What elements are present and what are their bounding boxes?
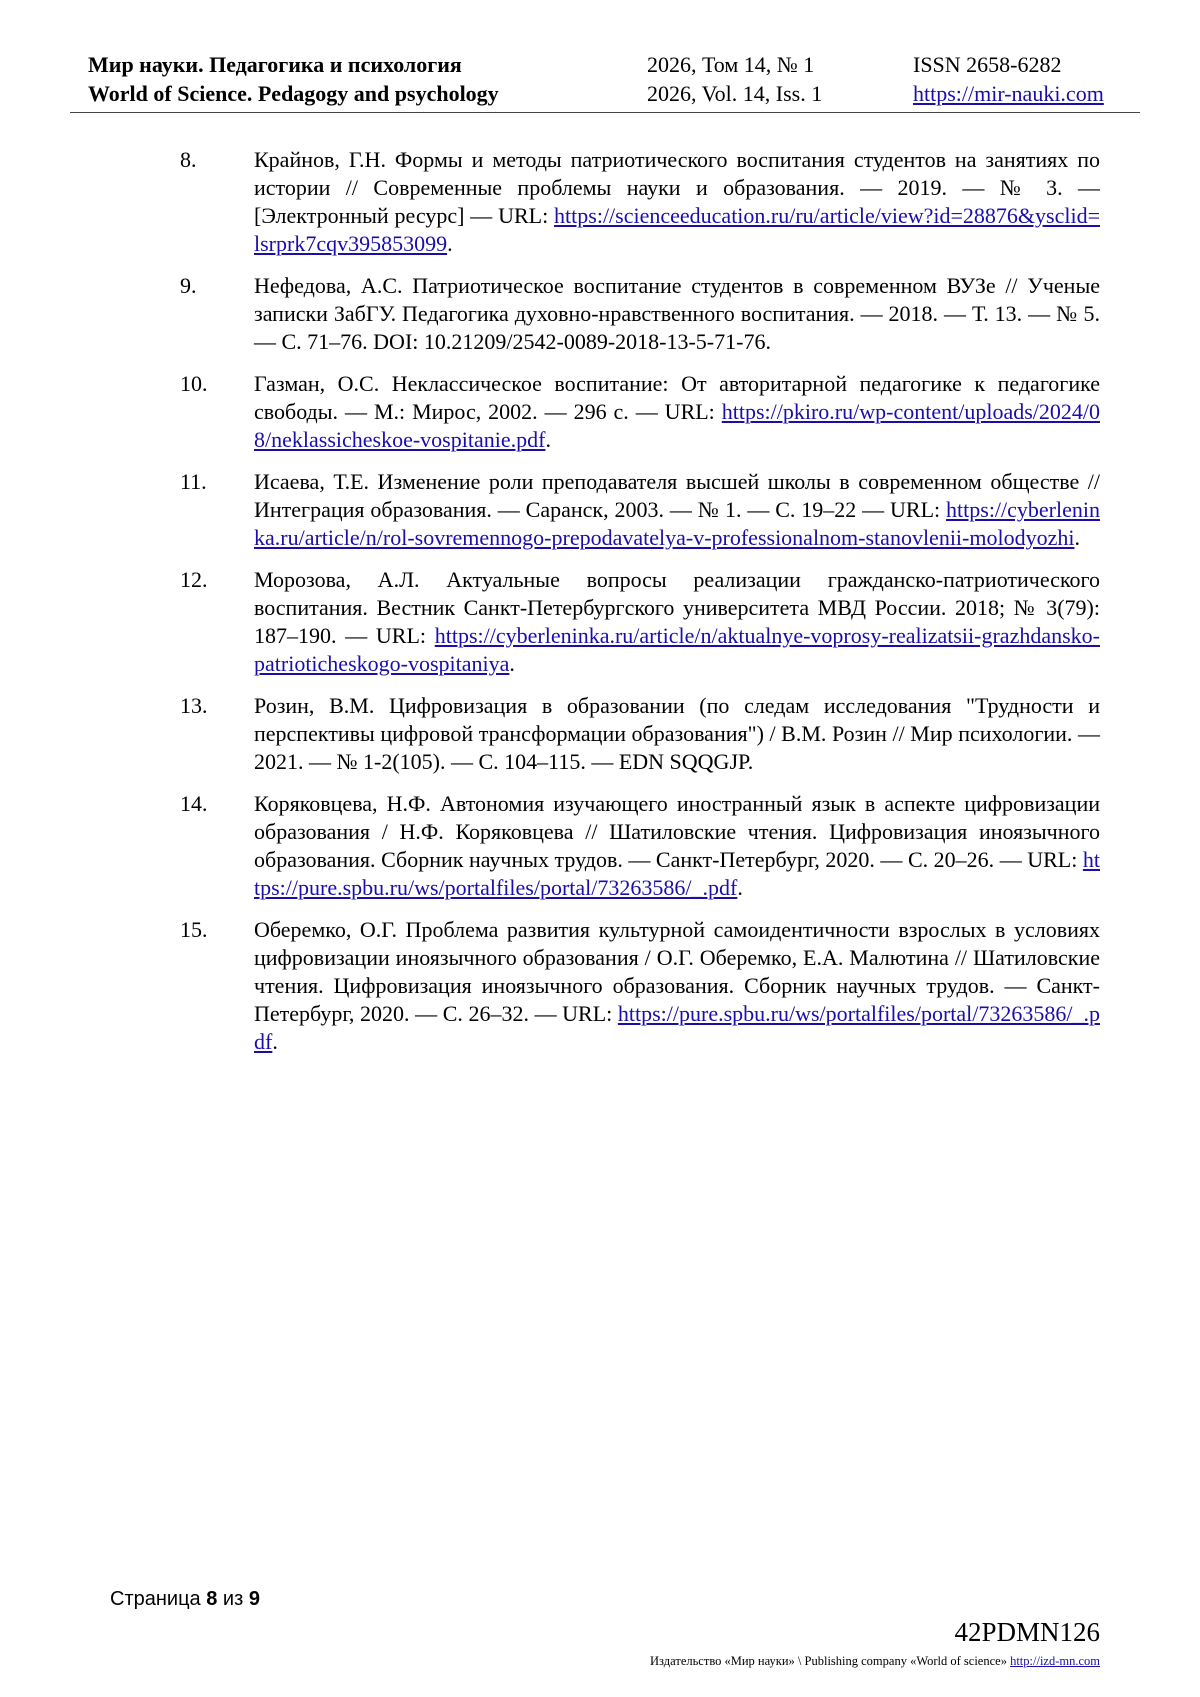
issue-info <box>647 50 822 108</box>
reference-citation: Нефедова, А.С. Патриотическое воспитание студентов в современном ВУЗе // Ученые записки ЗабГУ. Педагогика духовно-нравственного воспитания. — 2018. — Т. 13. — № 5. — С. 71–76. DOI: 10.21209/2542-0089-2018-13-5-71-76. <box>254 273 1100 354</box>
reference-number: 13. <box>180 693 208 718</box>
issue-en: 2026, Vol. 14, Iss. 1 <box>647 81 823 106</box>
page-of: из <box>222 1588 244 1610</box>
reference-text <box>254 916 1100 1056</box>
reference-citation: Коряковцева, Н.Ф. Автономия изучающего иностранный язык в аспекте цифровизации образования / Н.Ф. Коряковцева // Шатиловские чтения. Цифровизация иноязычного образования. Сборник научных трудов. — Санкт-Петербург, 2020. — С. 20–26. — URL: <box>254 791 1100 872</box>
reference-item <box>180 146 1100 258</box>
reference-punctuation: . <box>272 1029 278 1054</box>
reference-url-link[interactable]: https://cyberleninka.ru/article/n/aktualnye-voprosy-realizatsii-grazhdansko-patrioticheskogo-vospitaniya <box>254 623 1100 676</box>
page-label: Страница <box>110 1588 201 1610</box>
issn: ISSN 2658-6282 <box>913 52 1062 77</box>
reference-text <box>254 272 1100 356</box>
reference-url-link[interactable]: https://pure.spbu.ru/ws/portalfiles/portal/73263586/_.pdf <box>254 847 1100 900</box>
reference-punctuation: . <box>737 875 743 900</box>
page-current: 8 <box>206 1588 218 1610</box>
reference-item <box>180 370 1100 454</box>
reference-citation: Оберемко, О.Г. Проблема развития культурной самоидентичности взрослых в условиях цифровизации иноязычного образования / О.Г. Оберемко, Е.А. Малютина // Шатиловские чтения. Цифровизация иноязычного образования. Сборник научных трудов. — Санкт-Петербург, 2020. — С. 26–32. — URL: <box>254 917 1100 1026</box>
reference-text <box>254 692 1100 776</box>
journal-site-link[interactable]: https://mir-nauki.com <box>913 81 1104 106</box>
reference-text <box>254 146 1100 258</box>
reference-text <box>254 370 1100 454</box>
reference-item <box>180 916 1100 1056</box>
reference-citation: Исаева, Т.Е. Изменение роли преподавателя высшей школы в современном обществе // Интеграция образования. — Саранск, 2003. — № 1. — С. 19–22 — URL: <box>254 469 1100 522</box>
reference-item <box>180 790 1100 902</box>
reference-citation: Крайнов, Г.Н. Формы и методы патриотического воспитания студентов на занятиях по истории // Современные проблемы науки и образования. — 2019. — № 3. — [Электронный ресурс] — URL: <box>254 147 1100 228</box>
reference-citation: Розин, В.М. Цифровизация в образовании (по следам исследования "Трудности и перспективы цифровой трансформации образования") / В.М. Розин // Мир психологии. — 2021. — № 1-2(105). — С. 104–115. — EDN SQQGJP. <box>254 693 1100 774</box>
reference-item <box>180 566 1100 678</box>
reference-url-link[interactable]: https://cyberleninka.ru/article/n/rol-sovremennogo-prepodavatelya-v-professionalnom-stanovlenii-molodyozhi <box>254 497 1100 550</box>
running-header <box>70 50 1140 113</box>
journal-title-en: World of Science. Pedagogy and psychology <box>88 81 499 106</box>
reference-item <box>180 692 1100 776</box>
reference-item <box>180 468 1100 552</box>
reference-number: 15. <box>180 917 208 942</box>
publisher-name: Издательство «Мир науки» \ Publishing company «World of science» <box>650 1654 1007 1668</box>
reference-number: 8. <box>180 147 197 172</box>
page-number <box>110 1588 260 1611</box>
page-total: 9 <box>248 1588 260 1610</box>
article-code: 42PDMN126 <box>954 1617 1100 1647</box>
publisher-line <box>650 1654 1100 1669</box>
reference-item <box>180 272 1100 356</box>
reference-list <box>180 146 1100 1070</box>
reference-url-link[interactable]: https://pkiro.ru/wp-content/uploads/2024/08/neklassicheskoe-vospitanie.pdf <box>254 399 1100 452</box>
journal-ids <box>913 50 1104 108</box>
reference-url-link[interactable]: https://pure.spbu.ru/ws/portalfiles/portal/73263586/_.pdf <box>254 1001 1100 1054</box>
reference-url-link[interactable]: https://scienceeducation.ru/ru/article/view?id=28876&ysclid=lsrprk7cqv395853099 <box>254 203 1100 256</box>
reference-number: 14. <box>180 791 208 816</box>
reference-citation: Газман, О.С. Неклассическое воспитание: От авторитарной педагогике к педагогике свободы. — М.: Мирос, 2002. — 296 с. — URL: <box>254 371 1100 424</box>
reference-number: 10. <box>180 371 208 396</box>
journal-title <box>88 50 499 108</box>
reference-citation: Морозова, А.Л. Актуальные вопросы реализации гражданско-патриотического воспитания. Вестник Санкт-Петербургского университета МВД России. 2018; № 3(79): 187–190. — URL: <box>254 567 1100 648</box>
reference-number: 12. <box>180 567 208 592</box>
issue-ru: 2026, Том 14, № 1 <box>647 52 815 77</box>
reference-punctuation: . <box>509 651 515 676</box>
reference-text <box>254 566 1100 678</box>
journal-title-ru: Мир науки. Педагогика и психология <box>88 52 462 77</box>
reference-punctuation: . <box>447 231 453 256</box>
reference-punctuation: . <box>545 427 551 452</box>
reference-number: 11. <box>180 469 207 494</box>
reference-text <box>254 790 1100 902</box>
reference-number: 9. <box>180 273 197 298</box>
reference-punctuation: . <box>1074 525 1080 550</box>
reference-text <box>254 468 1100 552</box>
publisher-link[interactable]: http://izd-mn.com <box>1010 1654 1100 1668</box>
